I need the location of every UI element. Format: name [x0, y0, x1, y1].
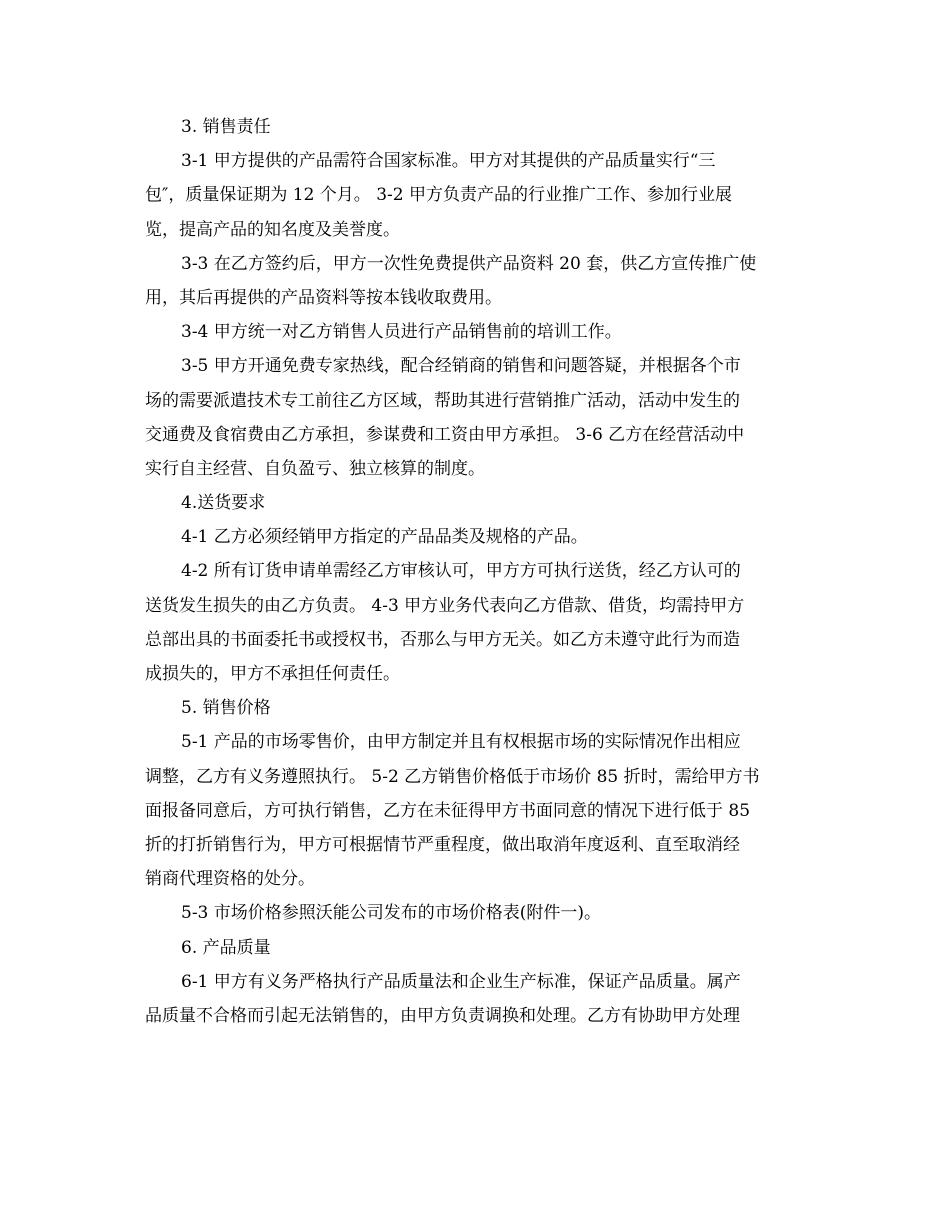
paragraph-line: 销商代理资格的处分。 [145, 869, 315, 890]
paragraph-line: 4-2 所有订货申请单需经乙方审核认可，甲方方可执行送货，经乙方认可的 [181, 561, 741, 582]
paragraph-line: 6-1 甲方有义务严格执行产品质量法和企业生产标准，保证产品质量。属产 [181, 971, 741, 992]
paragraph-line: 3-4 甲方统一对乙方销售人员进行产品销售前的培训工作。 [181, 322, 622, 343]
paragraph-line: 成损失的，甲方不承担任何责任。 [145, 664, 400, 684]
heading-delivery-requirements: 4.送货要求 [181, 493, 266, 514]
paragraph-line: 面报备同意后，方可执行销售，乙方在未征得甲方书面同意的情况下进行低于 85 [145, 800, 751, 821]
paragraph-line: 品质量不合格而引起无法销售的，由甲方负责调换和处理。乙方有协助甲方处理 [145, 1005, 740, 1026]
paragraph-line: 调整，乙方有义务遵照执行。 5-2 乙方销售价格低于市场价 85 折时，需给甲方书 [145, 766, 760, 787]
paragraph-line: 3-5 甲方开通免费专家热线，配合经销商的销售和问题答疑，并根据各个市 [181, 356, 741, 377]
paragraph-line: 场的需要派遣技术专工前往乙方区域，帮助其进行营销推广活动，活动中发生的 [145, 390, 740, 411]
paragraph-line: 4-1 乙方必须经销甲方指定的产品品类及规格的产品。 [181, 527, 588, 548]
paragraph-line: 3-3 在乙方签约后，甲方一次性免费提供产品资料 20 套，供乙方宣传推广使 [181, 253, 757, 274]
paragraph-line: 交通费及食宿费由乙方承担，参谋费和工资由甲方承担。 3-6 乙方在经营活动中 [145, 424, 745, 445]
paragraph-line: 送货发生损失的由乙方负责。 4-3 甲方业务代表向乙方借款、借货，均需持甲方 [145, 595, 745, 616]
paragraph-line: 览，提高产品的知名度及美誉度。 [145, 219, 400, 240]
paragraph-line: 实行自主经营、自负盈亏、独立核算的制度。 [145, 458, 485, 479]
heading-product-quality: 6. 产品质量 [181, 937, 271, 958]
paragraph-line: 折的打折销售行为，甲方可根据情节严重程度，做出取消年度返利、直至取消经 [145, 834, 740, 855]
heading-sales-price: 5. 销售价格 [181, 698, 271, 719]
heading-sales-responsibility: 3. 销售责任 [181, 117, 271, 137]
paragraph-line: 5-3 市场价格参照沃能公司发布的市场价格表(附件一)。 [181, 903, 602, 924]
paragraph-line: 总部出具的书面委托书或授权书，否那么与甲方无关。如乙方未遵守此行为而造 [145, 629, 740, 650]
document-page [145, 110, 805, 1033]
paragraph-line: 3-1 甲方提供的产品需符合国家标准。甲方对其提供的产品质量实行“三 [181, 151, 716, 172]
paragraph-line: 用，其后再提供的产品资料等按本钱收取费用。 [145, 287, 502, 308]
paragraph-line: 5-1 产品的市场零售价，由甲方制定并且有权根据市场的实际情况作出相应 [181, 732, 741, 753]
paragraph-line: 包″，质量保证期为 12 个月。 3-2 甲方负责产品的行业推广工作、参加行业展 [145, 185, 732, 206]
